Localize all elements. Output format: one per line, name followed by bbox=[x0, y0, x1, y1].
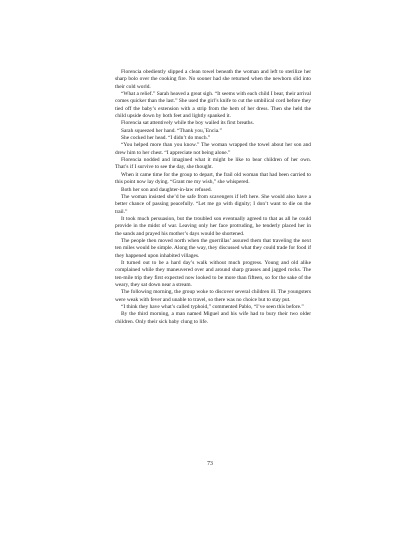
paragraph: Florencia obediently slipped a clean towel beneath the woman and left to sterilize her sharp bolo over the cooking fire. No sooner had she returned when the newborn slid into their cold world. bbox=[115, 69, 311, 90]
body-text bbox=[115, 69, 311, 326]
paragraph: It turned out to be a hard day’s walk without much progress. Young and old alike complained while they maneuvered over and around sharp grasses and jagged rocks. The ten-mile trip they first expected now looked to be more than fifteen, so for the sake of the weary, they sat down near a stream. bbox=[115, 259, 311, 288]
paragraph: It took much persuasion, but the troubled son eventually agreed to that as all he could provide in the midst of war. Leaving only her face protruding, he tenderly placed her in the sands and prayed his mother’s days would be shortened. bbox=[115, 215, 311, 237]
paragraph: The woman insisted she’d be safe from scavengers if left here. She would also have a better chance of passing peacefully. “Let me go with dignity; I don’t want to die on the trail.” bbox=[115, 193, 311, 215]
paragraph: Sarah squeezed her hand. “Thank you,`Encia.” bbox=[121, 127, 222, 134]
paragraph: The following morning, the group woke to discover several children ill. The youngsters were weak with fever and unable to travel, so there was no choice but to stay put. bbox=[115, 289, 311, 303]
paragraph: When it came time for the group to depart, the frail old woman that had been carried to this point now lay dying. “Grant me my wish,” she whispered. bbox=[115, 171, 311, 186]
paragraph: She cocked her head. “I didn’t do much.” bbox=[121, 135, 211, 142]
paragraph: Both her son and daughter-in-law refused. bbox=[121, 186, 212, 193]
paragraph: Florencia sat attentively while the boy wailed its first breaths. bbox=[121, 120, 254, 127]
paragraph: “I think they have what’s called typhoid,” commented Pablo, “I’ve seen this before.” bbox=[121, 304, 304, 310]
paragraph: Florencia nodded and imagined what it might be like to bear children of her own. That’s if I survive to see the day, she thought. bbox=[115, 157, 311, 171]
page-number: 73 bbox=[207, 461, 213, 467]
paragraph: “You helped more than you know.” The woman wrapped the towel about her son and drew him to her chest. “I appreciate not being alone.” bbox=[115, 142, 311, 156]
paragraph: The people then moved north when the guerrillas’ assured them that traveling the next ten miles would be simple. Along the way, they discussed what they could trade for food if they happened upon inhabited villages. bbox=[115, 237, 311, 259]
paragraph: By the third morning, a man named Miguel and his wife had to bury their two older children. Only their sick baby clung to life. bbox=[115, 311, 311, 325]
paragraph: “What a relief.” Sarah heaved a great sigh. “It seems with each child I bear, their arrival comes quicker than the last.” She used the girl’s knife to cut the umbilical cord before they tied off the baby’s extension with a strip from the hem of her dress. Then she held the child upside down by both feet and lightly spanked it. bbox=[115, 91, 311, 120]
